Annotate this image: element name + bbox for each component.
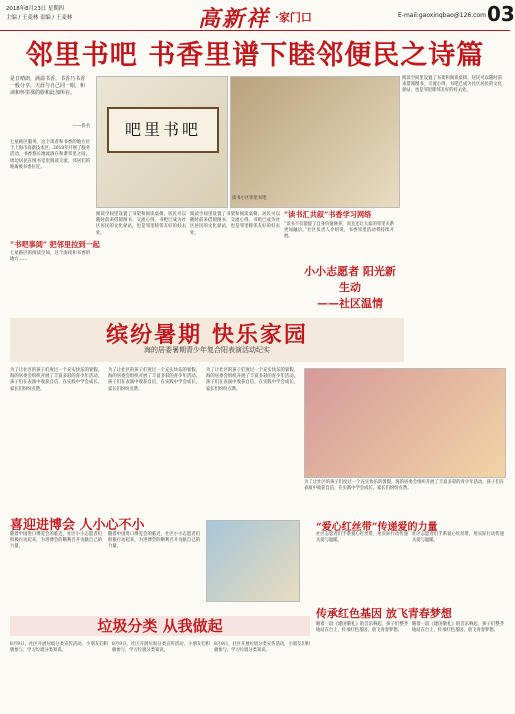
reading-room-photo: [230, 76, 400, 208]
story1-body-far-right: 阅读空间里设置了书架和阅读桌椅，居民可以随时前来借阅图书、交流心得。书吧已成为社区居民的文化驿站，也是邻里睦邻友好的好去处。: [402, 76, 502, 94]
story2-headline: 缤纷暑期 快乐家园: [106, 322, 308, 348]
contact-email[interactable]: E-mail:gaoxinqbao@126.com: [398, 12, 486, 19]
story6-body-2: 随着一段《建国敬礼》的音乐响起，孩子们整齐地站在台上，传承红色基因，放飞青春梦想。: [412, 622, 504, 634]
story1-body-left: 七星路区的阅读空间，这个深夜和书香的地方……: [10, 251, 90, 263]
story1-subhead-2: “读书汇共叙”书香学习网络: [284, 210, 372, 219]
story3-photo: [206, 520, 300, 602]
story6-body-1: 随着一段《建国敬礼》的音乐响起，孩子们整齐地站在台上，传承红色基因，放飞青春梦想。: [316, 622, 408, 634]
story4-body-1: 8月9日，社区开展垃圾分类宣传活动，小朋友们积极参与，学习垃圾分类知识。: [10, 642, 108, 654]
story2-title: [300, 264, 400, 320]
calligraphy-photo: [96, 76, 228, 208]
story2-body-4: 为了让社区的孩子们度过一个充实快乐的暑假，海的居委会组织开展了丰富多彩的青少年活动。孩子们在表演中收获自信，在实践中学会成长，家长们纷纷点赞。: [304, 480, 504, 492]
story4-body-2: 8月9日，社区开展垃圾分类宣传活动，小朋友们积极参与，学习垃圾分类知识。: [112, 642, 210, 654]
story2-photo: [304, 368, 506, 478]
main-headline: 邻里书吧 书香里谱下睦邻便民之诗篇: [25, 40, 485, 71]
story3-headline: 喜迎进博会 人小心不小: [10, 518, 145, 533]
page-number: 03: [487, 2, 515, 26]
calligraphy-plaque: 吧里书吧: [107, 107, 219, 153]
photo-caption: 读书小区邻里书吧: [232, 196, 267, 201]
story3-body-1: 随着中国进口博览会的临近，社区小小志愿者们积极行动起来，为进博会的顺利召开贡献自己的力量。: [10, 532, 102, 550]
story2-body-2: 为了让社区的孩子们度过一个充实快乐的暑假，海的居委会组织开展了丰富多彩的青少年活动。孩子们在表演中收获自信，在实践中学会成长，家长们纷纷点赞。: [108, 368, 200, 392]
section-name: ·家门口: [275, 11, 312, 24]
story1-subhead-1: “书吧事阅” 把邻里拉到一起: [10, 240, 100, 249]
newspaper-logo: 高新祥: [198, 6, 271, 32]
story2-subtitle: 海的居委暑期青少年复合阳表演活动纪实: [144, 346, 270, 354]
story4-body-3: 8月9日，社区开展垃圾分类宣传活动，小朋友们积极参与，学习垃圾分类知识。: [214, 642, 310, 654]
story1-lead: 七星路区服务，这个读者和书香的地方位于上海市高新技术区；2018年开展了服务活动，书香悠长地流淌在和谐邻里之间。周边居民在图书室里阅读交流，邻居们的距离被书香拉近。: [10, 140, 90, 170]
story2-body-1: 为了让社区的孩子们度过一个充实快乐的暑假，海的居委会组织开展了丰富多彩的青少年活动。孩子们在表演中收获自信，在实践中学会成长，家长们纷纷点赞。: [10, 368, 102, 392]
editor-credit: 主编 / 王麦林 责编 / 王麦林: [6, 15, 73, 21]
story2-title-line2: ——社区温情: [317, 297, 383, 310]
story1-body-right: “读书不仅能提了自身价值修养，而且还让大家的邻里关系更加融洽。”社区负责人介绍说，书香邻里活动将持续开展。: [284, 222, 394, 240]
story5-body-2: 社区志愿者们手系爱心红丝带，用实际行动传递关爱与温暖。: [412, 532, 504, 544]
issue-date: 2018年8月23日 星期四: [6, 6, 65, 12]
story1-body-mid: 阅读空间里设置了书架和阅读桌椅，居民可以随时前来借阅图书、交流心得。书吧已成为社区居民的文化驿站，也是邻里睦邻友好的好去处。: [96, 212, 186, 236]
story5-headline: “爱心红丝带”传递爱的力量: [316, 522, 438, 533]
story4-headline: 垃圾分类 从我做起: [97, 617, 223, 635]
story3-body-2: 随着中国进口博览会的临近，社区小小志愿者们积极行动起来，为进博会的顺利召开贡献自己的力量。: [108, 532, 200, 550]
story6-headline: 传承红色基因 放飞青春梦想: [316, 607, 452, 620]
story5-body-1: 社区志愿者们手系爱心红丝带，用实际行动传递关爱与温暖。: [316, 532, 408, 544]
story1-body-mid2: 阅读空间里设置了书架和阅读桌椅，居民可以随时前来借阅图书、交流心得。书吧已成为社区居民的文化驿站，也是邻里睦邻友好的好去处。: [190, 212, 280, 236]
poem: 是日晴朗，满溢书香。书香乃书香一般分享，天涯与自己同一眼，和读和怀里那的脸和此加所在。: [10, 76, 86, 96]
story2-title-line1: 小小志愿者 阳光新生动: [304, 265, 396, 294]
story2-body-3: 为了让社区的孩子们度过一个充实快乐的暑假，海的居委会组织开展了丰富多彩的青少年活动。孩子们在表演中收获自信，在实践中学会成长，家长们纷纷点赞。: [206, 368, 298, 392]
poem-author: ——佚名: [72, 124, 90, 129]
